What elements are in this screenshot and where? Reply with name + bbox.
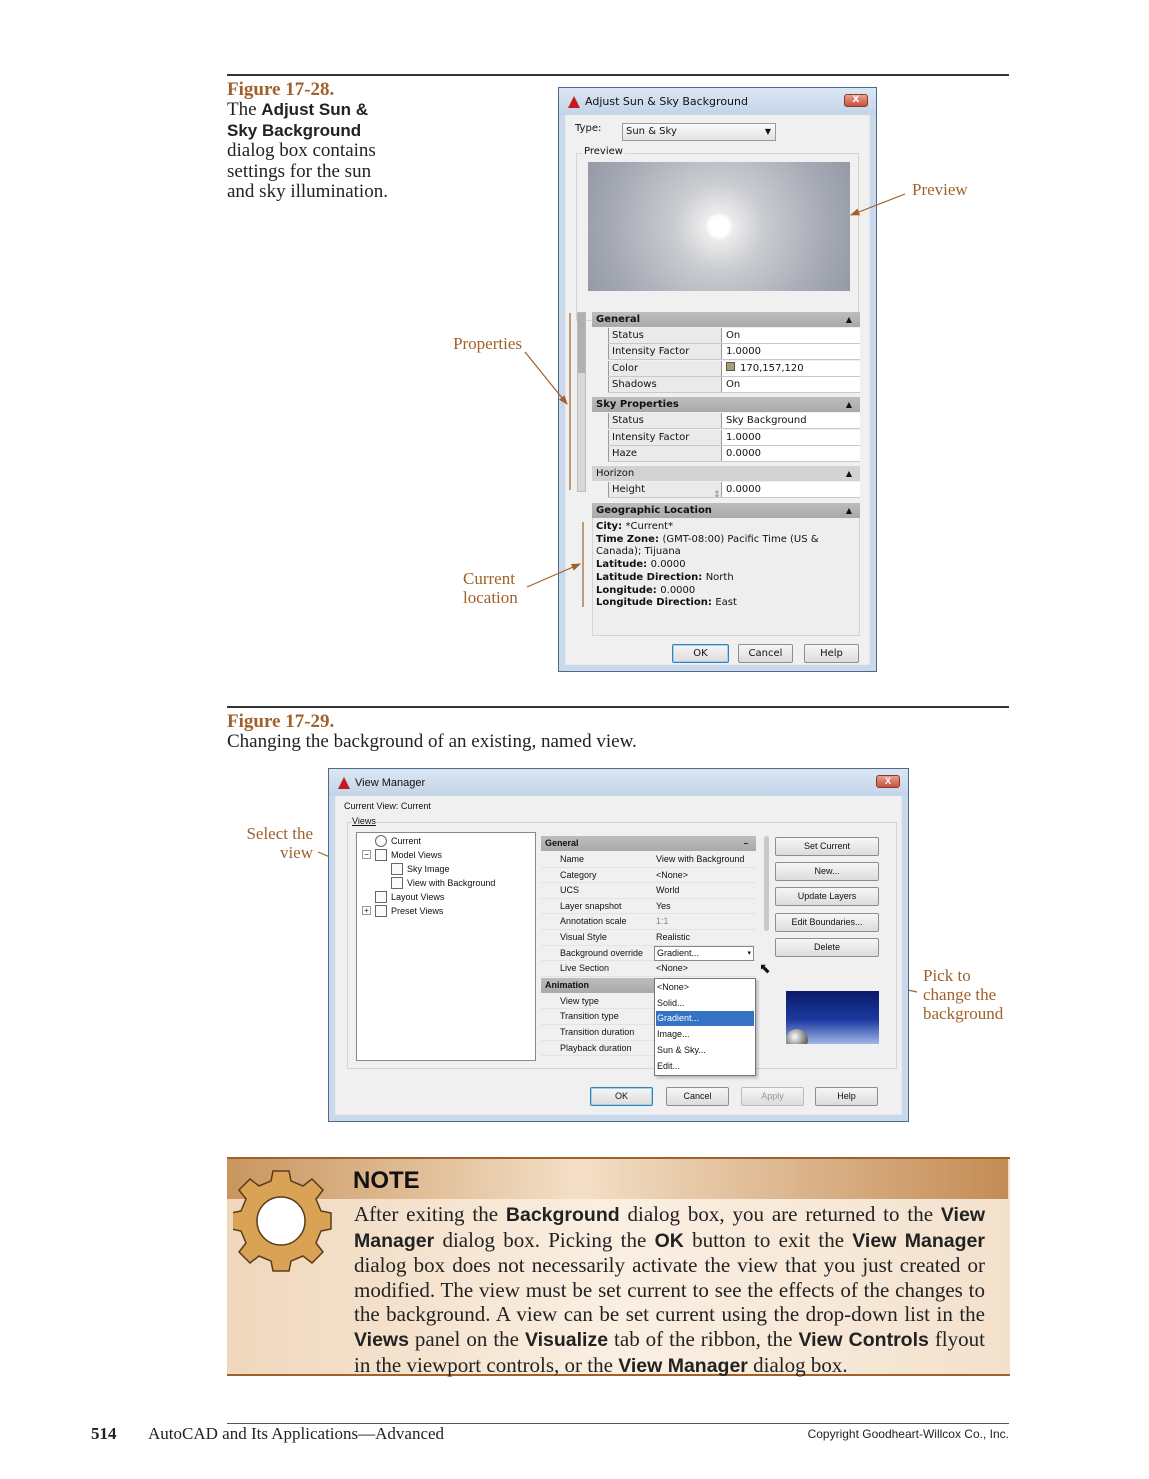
dropdown-option[interactable]: Edit... [657, 1060, 681, 1071]
text-run: The [227, 99, 262, 120]
book-title: AutoCAD and Its Applications—Advanced [148, 1424, 445, 1443]
collapse-icon: ▲ [845, 400, 852, 410]
header-label: Sky Properties [596, 399, 679, 411]
tree-item-label: Model Views [391, 850, 442, 860]
current-view-label: Current View: Current [344, 801, 431, 811]
properties-callout: Properties [453, 334, 522, 353]
bold-text: View Manager [852, 1229, 985, 1252]
update-layers-button[interactable]: Update Layers [775, 887, 879, 906]
background-override-dropdown-list[interactable] [654, 978, 756, 1076]
property-name: Intensity Factor [608, 344, 722, 359]
gear-icon [233, 1165, 333, 1273]
model-views-icon [375, 849, 387, 861]
set-current-button[interactable]: Set Current [775, 837, 879, 856]
header-label: Animation [545, 979, 589, 990]
text-run: dialog box does not necessarily activate the view that you just created or modified. The view must be set current to see the effects of the changes to the background. A view can be set current using the drop-down list in the [354, 1253, 985, 1327]
text-run: dialog box, you are returned to the [619, 1202, 941, 1226]
property-value[interactable]: <None> [656, 963, 689, 974]
bold-text: Background [505, 1204, 620, 1226]
help-button[interactable]: Help [804, 644, 859, 663]
edit-boundaries-button[interactable]: Edit Boundaries... [775, 913, 879, 932]
text-run: Canada); Tijuana [596, 546, 681, 558]
property-name: Height [608, 482, 722, 497]
copyright: Copyright Goodheart-Willcox Co., Inc. [807, 1427, 1009, 1441]
bold-text: View Manager [618, 1354, 748, 1377]
expand-icon[interactable]: + [362, 906, 371, 915]
tree-item-label: Preset Views [391, 906, 444, 916]
collapse-icon[interactable]: − [362, 850, 371, 859]
text-run: 0.0000 [660, 584, 696, 596]
property-value[interactable]: View with Background [656, 854, 745, 864]
tree-item[interactable] [375, 835, 421, 847]
preview-callout: Preview [912, 180, 968, 199]
bold-text: Adjust Sun & Sky Background [227, 100, 369, 140]
general-section-header[interactable] [541, 836, 756, 851]
ok-button[interactable]: OK [590, 1087, 653, 1106]
title-bar [329, 769, 908, 796]
bold-text: OK [654, 1229, 684, 1252]
help-button[interactable]: Help [815, 1087, 878, 1106]
property-row[interactable] [541, 868, 756, 884]
value-text: 1.0000 [726, 431, 761, 443]
header-label: General [596, 314, 640, 325]
view-icon [391, 863, 403, 875]
tree-item-label: Sky Image [407, 864, 450, 874]
pick-background-callout: Pick to change the background [923, 966, 1004, 1023]
background-override-select[interactable] [654, 946, 754, 961]
figure-label: Figure 17-29. [227, 711, 335, 732]
property-value: Gradient... [657, 947, 700, 958]
text-run: button to exit the [683, 1227, 853, 1252]
view-manager-dialog [328, 768, 909, 1122]
note-header-bar [227, 1159, 1008, 1199]
preset-views-icon [375, 905, 387, 917]
dropdown-option[interactable]: Image... [657, 1029, 690, 1040]
bold-text: Longitude: [596, 584, 661, 596]
property-value[interactable]: 1:1 [656, 916, 669, 927]
type-value: Sun & Sky [626, 126, 677, 137]
new-button[interactable]: New... [775, 862, 879, 881]
property-name: Transition type [560, 1011, 619, 1022]
tree-item[interactable] [391, 863, 450, 875]
property-name: Name [560, 854, 585, 864]
close-button[interactable]: X [844, 94, 868, 107]
tree-item-label: View with Background [407, 878, 496, 888]
property-name: Annotation scale [560, 916, 627, 927]
header-label: Horizon [596, 468, 635, 480]
property-name: Transition duration [560, 1027, 635, 1037]
property-name: Shadows [608, 377, 722, 392]
background-preview-image [786, 991, 879, 1044]
collapse-icon: ▲ [845, 469, 852, 479]
property-row[interactable] [541, 914, 756, 930]
select-view-callout: Select the view [246, 824, 313, 862]
property-row[interactable] [541, 852, 756, 868]
chevron-down-icon: ▼ [764, 127, 771, 136]
value-text: 170,157,120 [740, 362, 804, 374]
text-run: flyout in the viewport controls, or the [354, 1326, 985, 1377]
bold-text: Latitude Direction: [596, 571, 706, 583]
property-row[interactable] [541, 930, 756, 946]
dialog-title: View Manager [355, 776, 426, 789]
dropdown-option[interactable]: <None> [657, 982, 690, 992]
tree-item[interactable] [375, 905, 443, 917]
view-icon [391, 877, 403, 889]
bold-text: City: [596, 521, 626, 532]
header-label: Geographic Location [596, 505, 712, 516]
cursor-icon: ⬉ [759, 960, 771, 976]
property-row[interactable] [541, 946, 756, 962]
property-name: View type [560, 995, 599, 1006]
text-run: 0.0000 [650, 559, 686, 571]
value-text: Sky Background [726, 415, 807, 427]
value-text: 1.0000 [726, 346, 761, 358]
property-name: Haze [608, 446, 722, 461]
apply-button[interactable]: Apply [741, 1087, 804, 1106]
bold-text: Views [354, 1328, 409, 1351]
tree-item-label: Layout Views [391, 892, 445, 902]
autocad-logo-icon [338, 777, 350, 789]
cancel-button[interactable]: Cancel [666, 1087, 729, 1106]
splitter-icon[interactable]: ⇕ [713, 490, 721, 500]
dropdown-option[interactable]: Sun & Sky... [657, 1044, 706, 1055]
property-name: Intensity Factor [608, 430, 722, 445]
property-name: Status [608, 413, 722, 428]
property-row[interactable] [541, 883, 756, 899]
page-number: 514 [91, 1424, 117, 1443]
text-run: North [705, 571, 734, 583]
property-name: Playback duration [560, 1042, 632, 1053]
properties-arrow [525, 352, 567, 404]
location-arrow [527, 564, 580, 587]
tree-item[interactable] [391, 877, 495, 889]
close-button[interactable]: X [876, 775, 900, 788]
preview-label: Preview [584, 146, 623, 157]
property-name: Layer snapshot [560, 900, 622, 911]
animation-section-header[interactable] [541, 978, 654, 993]
bold-text: Visualize [524, 1328, 609, 1351]
text-run: tab of the ribbon, the [608, 1326, 799, 1351]
property-row[interactable] [541, 899, 756, 915]
type-label: Type: [575, 123, 602, 134]
ok-button[interactable]: OK [672, 644, 729, 663]
grid-scrollbar[interactable] [764, 836, 769, 931]
property-value[interactable]: World [656, 885, 680, 896]
text-run: East [715, 597, 737, 609]
tree-item[interactable] [375, 891, 444, 903]
text-run: *Current* [625, 521, 674, 532]
note-title: NOTE [353, 1167, 420, 1194]
property-name: Visual Style [560, 932, 607, 942]
collapse-icon: ▲ [845, 506, 852, 515]
note-box [227, 1157, 1010, 1376]
value-text: 0.0000 [726, 447, 761, 459]
text-run: After exiting the [354, 1202, 506, 1226]
property-name: Color [608, 361, 722, 376]
value-text: On [726, 378, 741, 390]
tree-item[interactable] [375, 849, 442, 861]
bold-text: Longitude Direction: [596, 597, 716, 609]
chevron-down-icon[interactable]: ▾ [747, 949, 751, 957]
property-name: UCS [560, 885, 580, 896]
text-run: panel on the [408, 1326, 525, 1351]
figure-rule [227, 706, 1009, 708]
header-label: General [545, 838, 579, 848]
note-body [354, 1202, 985, 1378]
bold-text: Time Zone: [596, 533, 663, 545]
current-location-callout: Current location [463, 569, 518, 607]
tree-item-label: Current [391, 836, 422, 846]
value-text: 0.0000 [726, 484, 761, 496]
collapse-icon: − [743, 839, 748, 848]
text-run: dialog box. [747, 1352, 848, 1377]
dialog-title: Adjust Sun & Sky Background [585, 95, 748, 108]
property-row[interactable] [541, 961, 756, 977]
text-run: dialog box contains settings for the sun and sky illumination. [227, 140, 388, 203]
text-run: dialog box. Picking the [434, 1227, 655, 1252]
views-label: Views [352, 816, 376, 826]
bold-text: View Controls [798, 1328, 929, 1351]
views-tree [356, 832, 536, 1061]
delete-button[interactable]: Delete [775, 938, 879, 957]
preview-arrow [851, 194, 905, 215]
dropdown-option[interactable]: Gradient... [656, 1011, 754, 1026]
figure-label: Figure 17-28. [227, 79, 335, 100]
collapse-icon: ▲ [845, 315, 852, 324]
cancel-button[interactable]: Cancel [738, 644, 793, 663]
property-name: Status [608, 328, 722, 343]
value-text: On [726, 330, 741, 341]
property-value[interactable]: Yes [656, 900, 671, 911]
property-name: Background override [560, 947, 644, 958]
dropdown-option[interactable]: Solid... [657, 997, 685, 1008]
magnifier-icon [375, 835, 387, 847]
figure-caption: Changing the background of an existing, named view. [227, 731, 637, 752]
text-run: (GMT-08:00) Pacific Time (US & [662, 533, 819, 545]
layout-views-icon [375, 891, 387, 903]
property-value[interactable]: Realistic [656, 932, 691, 942]
bold-text: View Manager [354, 1204, 985, 1252]
bold-text: Latitude: [596, 559, 651, 571]
property-name: Live Section [560, 963, 610, 974]
property-value[interactable]: <None> [656, 869, 689, 880]
property-name: Category [560, 869, 597, 880]
